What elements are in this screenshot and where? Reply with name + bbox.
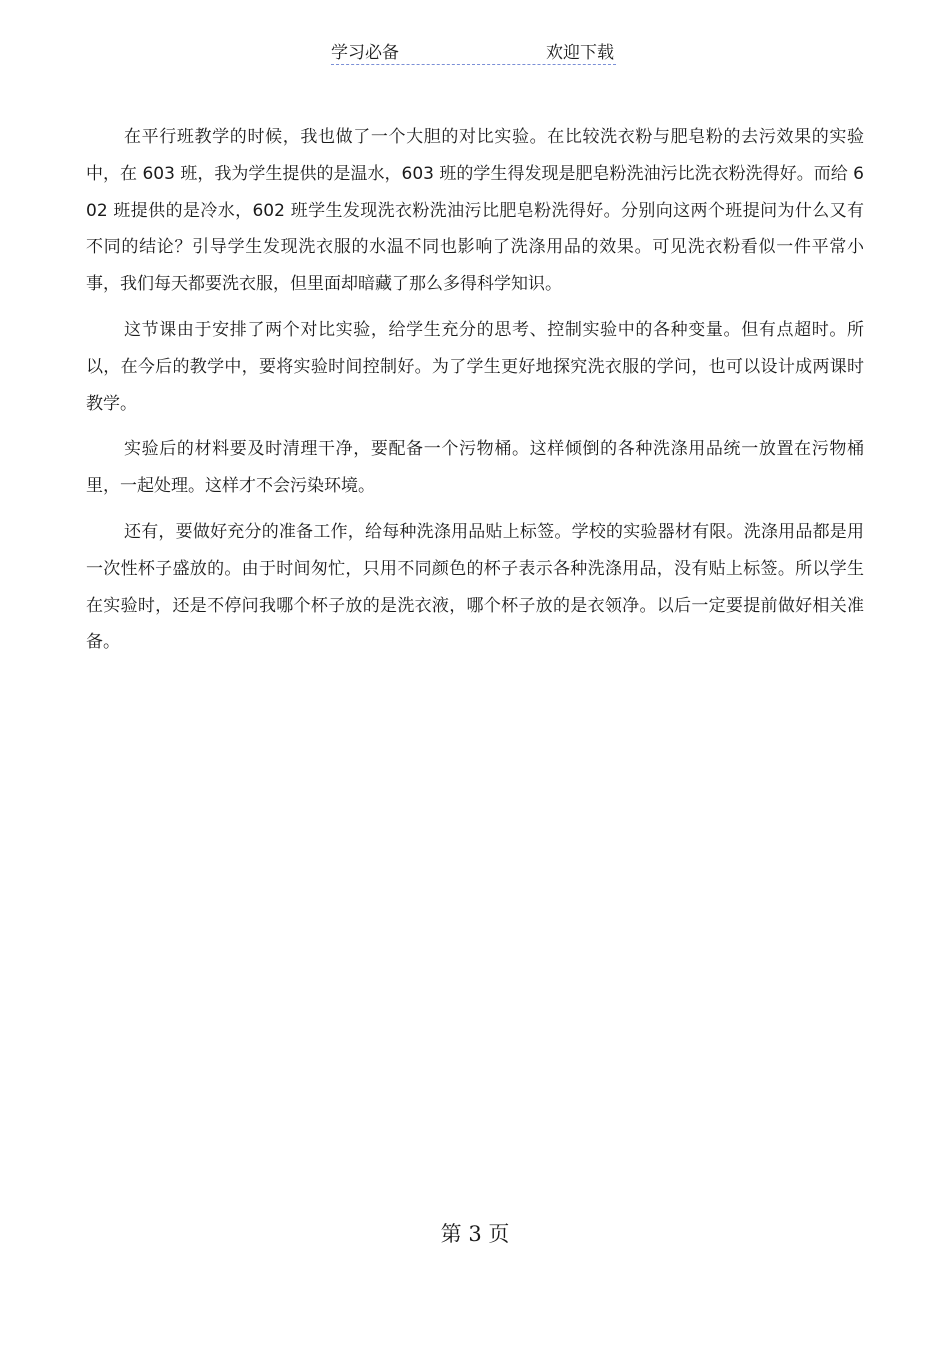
- header-right-text: 欢迎下载: [546, 43, 614, 63]
- page-number: 第 3 页: [440, 1222, 510, 1246]
- paragraph-1: 在平行班教学的时候，我也做了一个大胆的对比实验。在比较洗衣粉与肥皂粉的去污效果的实验中，在 603 班，我为学生提供的是温水，603 班的学生得发现是肥皂粉洗油污比洗衣粉洗得好。而给 602 班提供的是冷水，602 班学生发现洗衣粉洗油污比肥皂粉洗得好。分别向这两个班提问为什么又有不同的结论？引导学生发现洗衣服的水温不同也影响了洗涤用品的效果。可见洗衣粉看似一件平常小事，我们每天都要洗衣服，但里面却暗藏了那么多得科学知识。: [86, 127, 864, 295]
- header-left-text: 学习必备: [331, 43, 399, 63]
- paragraph-2: 这节课由于安排了两个对比实验，给学生充分的思考、控制实验中的各种变量。但有点超时。所以，在今后的教学中，要将实验时间控制好。为了学生更好地探究洗衣服的学问，也可以设计成两课时教学。: [86, 319, 864, 414]
- page-header: [331, 42, 616, 65]
- document-body: [86, 119, 864, 670]
- paragraph-4: 还有，要做好充分的准备工作，给每种洗涤用品贴上标签。学校的实验器材有限。洗涤用品都是用一次性杯子盛放的。由于时间匆忙，只用不同颜色的杯子表示各种洗涤用品，没有贴上标签。所以学生在实验时，还是不停问我哪个杯子放的是洗衣液，哪个杯子放的是衣领净。以后一定要提前做好相关准备。: [86, 521, 864, 653]
- paragraph-3: 实验后的材料要及时清理干净，要配备一个污物桶。这样倾倒的各种洗涤用品统一放置在污物桶里，一起处理。这样才不会污染环境。: [86, 439, 864, 497]
